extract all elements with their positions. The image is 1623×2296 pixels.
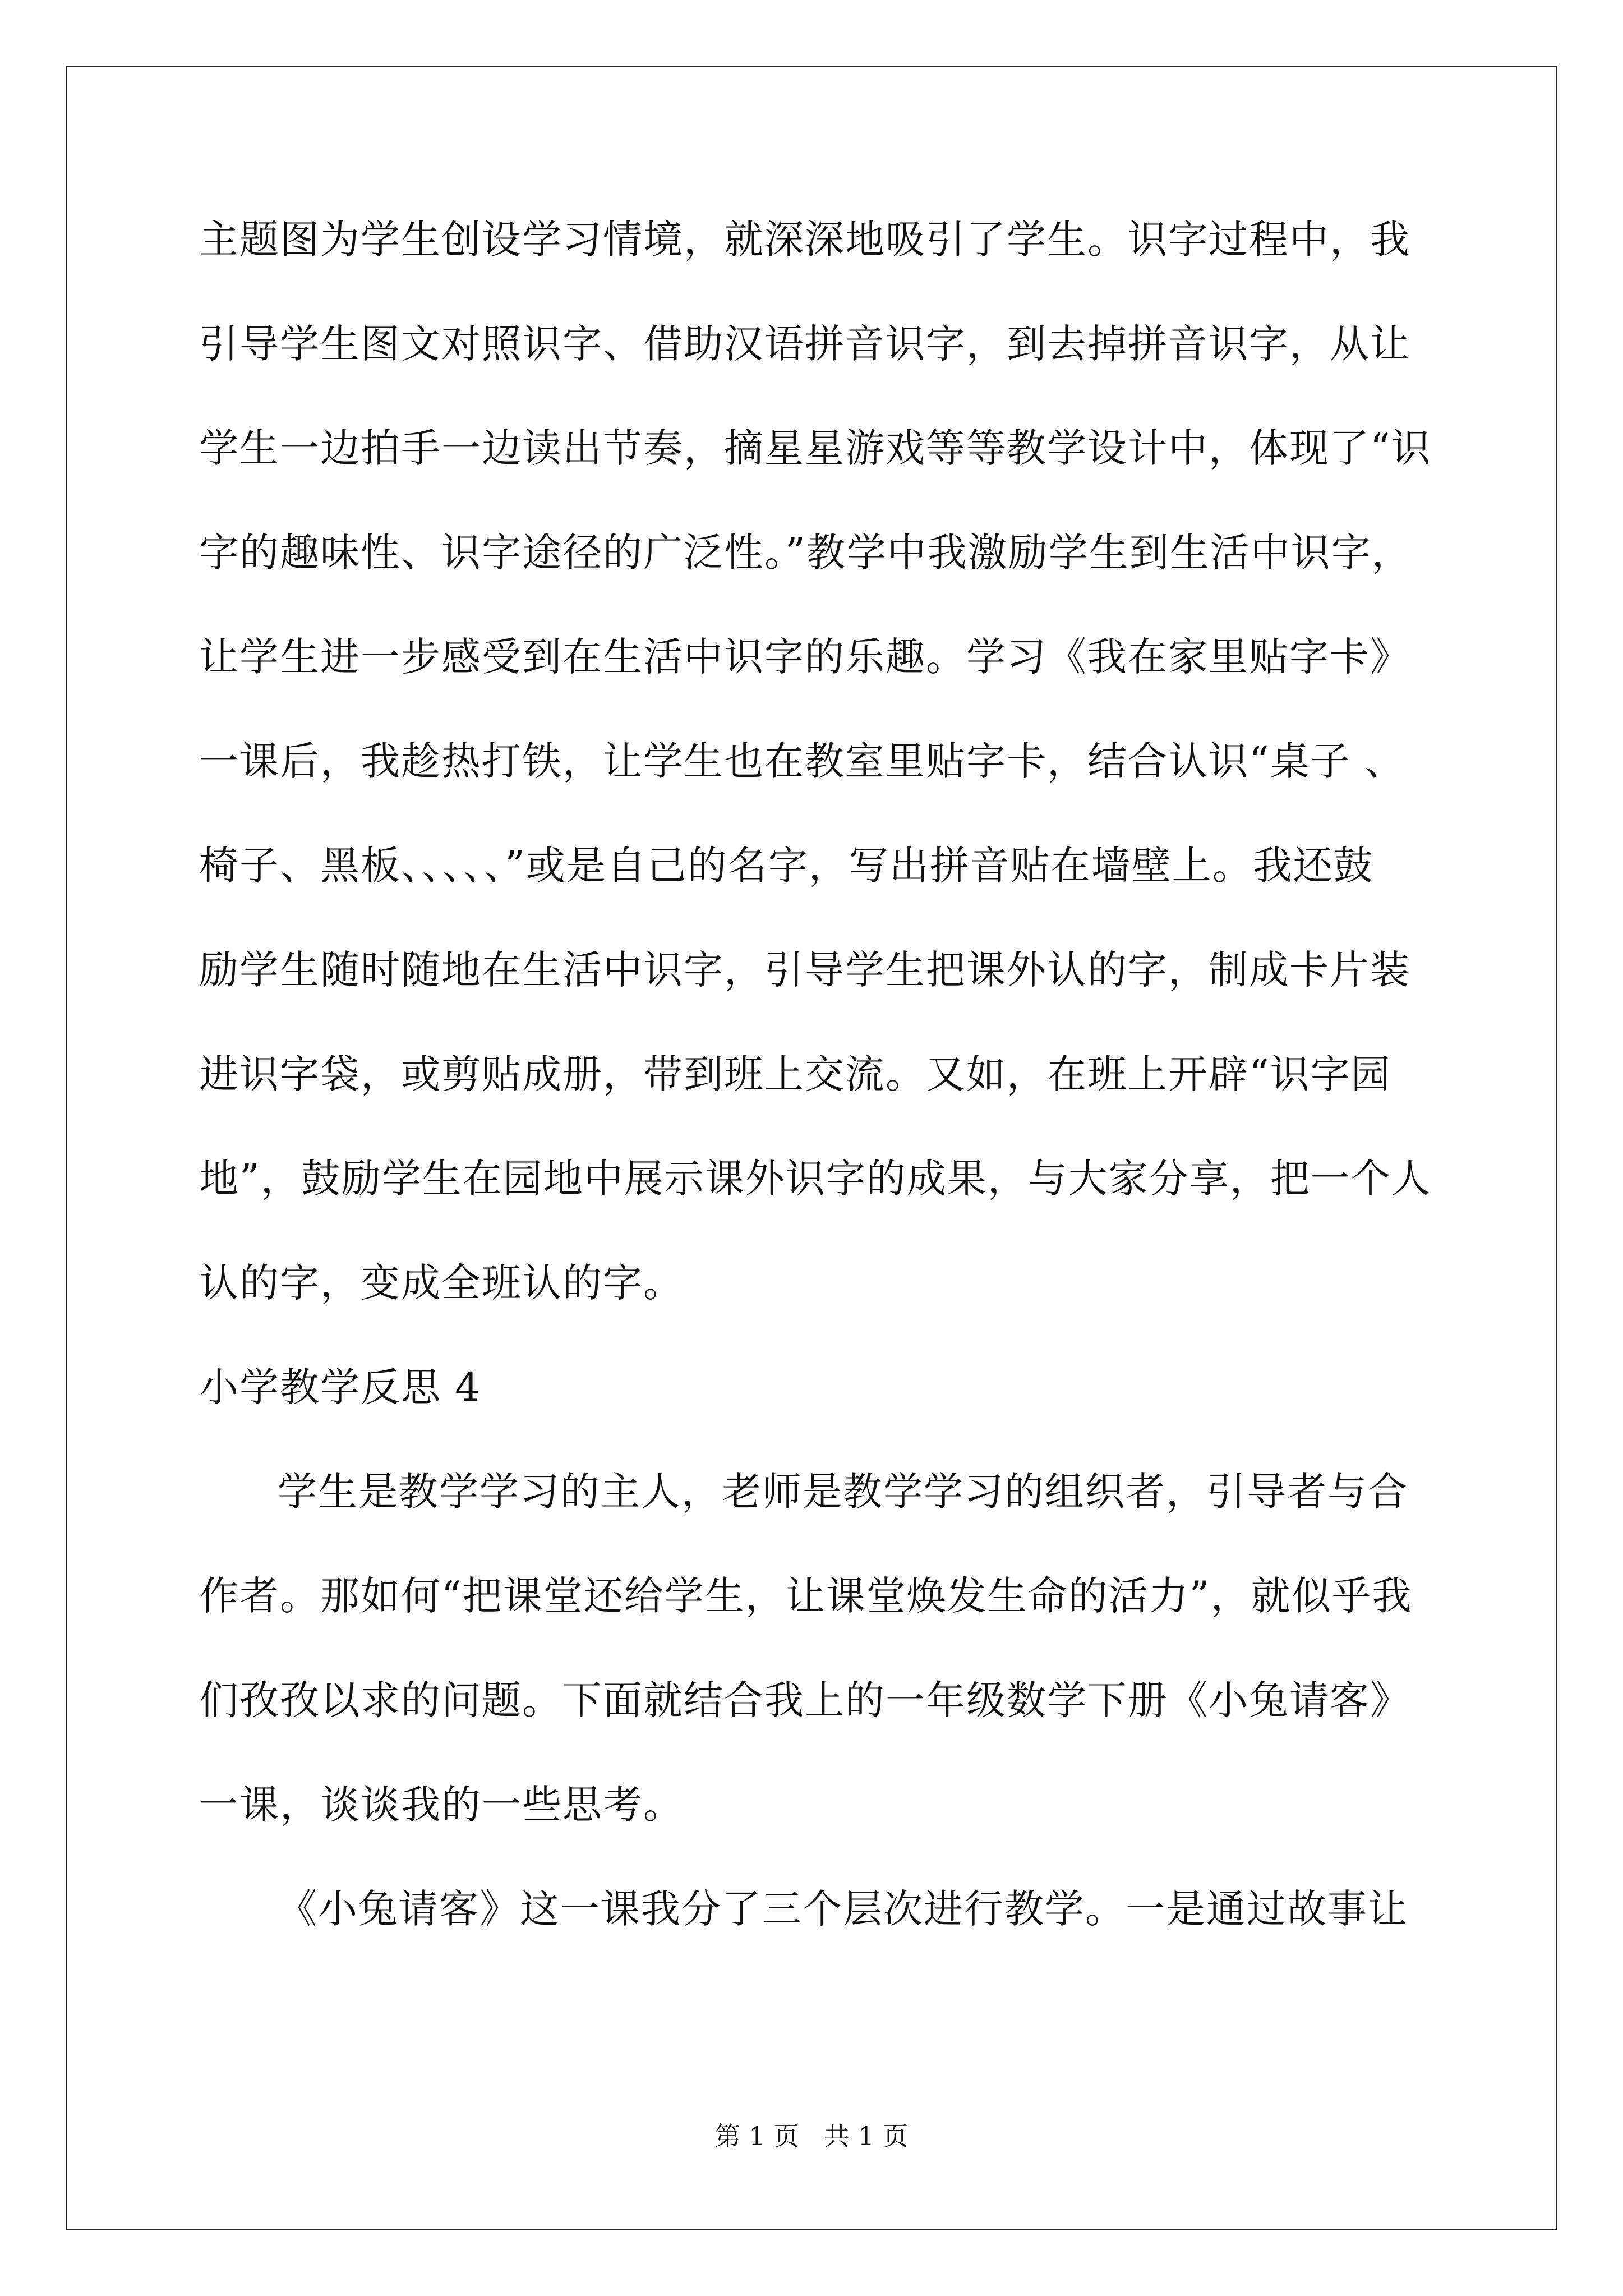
body-line: 让学生进一步感受到在生活中识字的乐趣。学习《我在家里贴字卡》 [199, 634, 1410, 680]
body-line: 进识字袋，或剪贴成册，带到班上交流。又如，在班上开辟“识字园 [199, 1051, 1391, 1097]
page-total: 共 1 页 [824, 2121, 909, 2151]
body-line: 励学生随时随地在生活中识字，引导学生把课外认的字，制成卡片装 [199, 947, 1410, 993]
body-line: 学生一边拍手一边读出节奏，摘星星游戏等等教学设计中，体现了“识 [199, 425, 1432, 471]
body-line: 一课，谈谈我的一些思考。 [199, 1782, 684, 1828]
page-footer [0, 2123, 1623, 2149]
body-line: 引导学生图文对照识字、借助汉语拼音识字，到去掉拼音识字，从让 [199, 321, 1410, 367]
section-heading: 小学教学反思 4 [199, 1364, 481, 1410]
body-line: 一课后，我趁热打铁，让学生也在教室里贴字卡，结合认识“桌子 、 [199, 738, 1405, 784]
body-line: 认的字，变成全班认的字。 [199, 1260, 684, 1306]
body-line: 《小兔请客》这一课我分了三个层次进行教学。一是通过故事让 [278, 1886, 1408, 1932]
body-line: 主题图为学生创设学习情境，就深深地吸引了学生。识字过程中，我 [199, 217, 1410, 263]
document-body [199, 217, 1436, 1994]
body-line: 字的趣味性、识字途径的广泛性。”教学中我激励学生到生活中识字， [199, 530, 1412, 576]
body-line: 们孜孜以求的问题。下面就结合我上的一年级数学下册《小兔请客》 [199, 1677, 1410, 1723]
body-line: 椅子、黑板、、、、、”或是自己的名字，写出拼音贴在墙壁上。我还鼓 [199, 843, 1374, 889]
body-line: 作者。那如何“把课堂还给学生，让课堂焕发生命的活力”，就似乎我 [199, 1573, 1413, 1619]
page-number: 第 1 页 [714, 2121, 799, 2151]
body-line: 地”，鼓励学生在园地中展示课外识字的成果，与大家分享，把一个人 [199, 1156, 1432, 1202]
body-line: 学生是教学学习的主人，老师是教学学习的组织者，引导者与合 [278, 1469, 1408, 1515]
